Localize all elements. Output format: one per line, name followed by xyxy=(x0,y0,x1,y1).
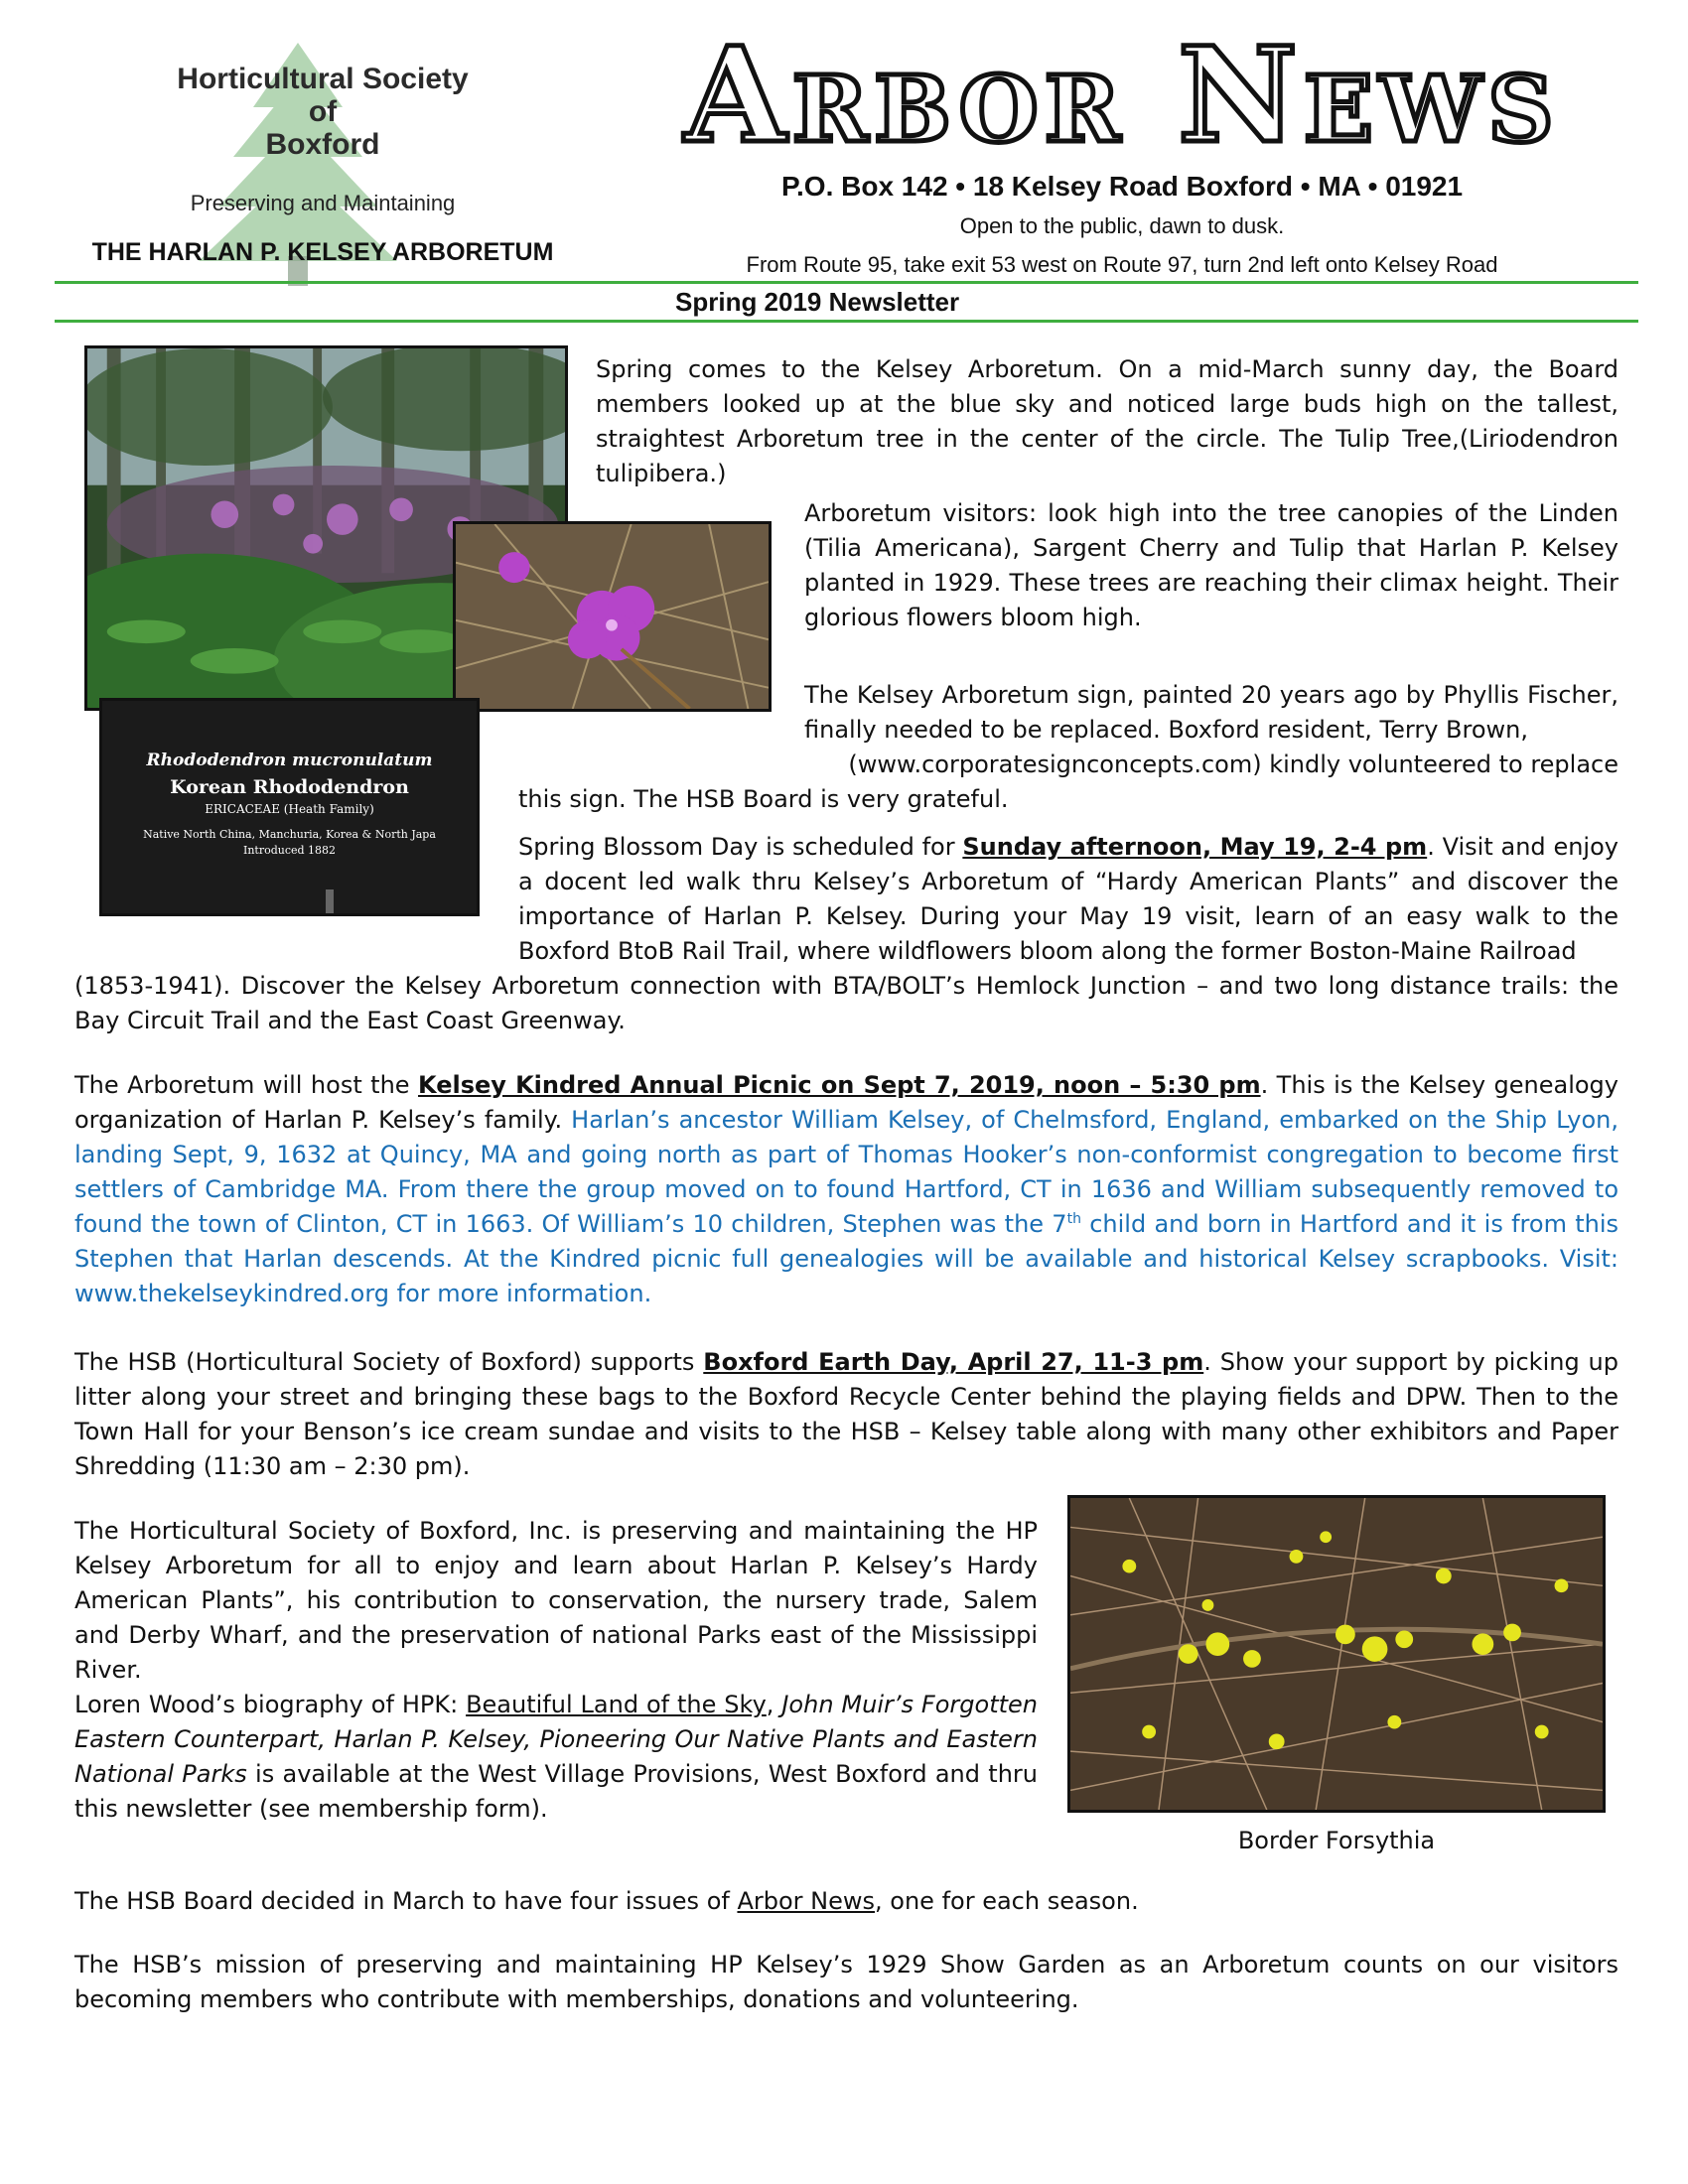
biography-availability-text: is available at the West Village Provisions, West Boxford and thru this newsletter (see membership form). xyxy=(74,1760,1038,1823)
paragraph-tree-canopies: Arboretum visitors: look high into the tree canopies of the Linden (Tilia Americana), Sargent Cherry and Tulip that Harlan P. Kelsey planted in 1929. These trees are reaching their climax height. Their glorious flowers bloom high. xyxy=(804,499,1618,631)
ordinal-superscript: th xyxy=(1066,1211,1081,1227)
sign-post xyxy=(326,889,334,913)
society-name-line2: of xyxy=(308,95,338,128)
paragraph-society-mission: The Horticultural Society of Boxford, Inc. is preserving and maintaining the HP Kelsey Arboretum for all to enjoy and learn about Harlan P. Kelsey’s Hardy American Plants”, his contribution to conservation, the nursery trade, Salem and Derby Wharf, and the preservation of national Parks east of the Mississippi River. xyxy=(74,1517,1038,1684)
paragraph-earth-day xyxy=(74,1345,1618,1484)
earthday-event: Boxford Earth Day, April 27, 11-3 pm xyxy=(703,1348,1204,1376)
four-issues-outro: , one for each season. xyxy=(875,1887,1139,1915)
society-name-line3: Boxford xyxy=(265,128,380,161)
masthead-title xyxy=(596,30,1648,169)
kindred-intro-text: The Arboretum will host the xyxy=(74,1071,419,1099)
earthday-intro-text: The HSB (Horticultural Society of Boxford) supports xyxy=(74,1348,704,1376)
rhododendron-blossom-photo xyxy=(453,521,772,712)
blossom-body-text: . Visit and enjoy a docent led walk thru Kelsey’s Arboretum of “Hardy American Plants” and discover the importance of Harlan P. Kelsey. During your May 19 visit, learn of an easy walk to the Boxford BtoB Rail Trail, where wildflowers bloom along the former Boston-Maine Railroad xyxy=(518,833,1618,965)
header-divider-top xyxy=(55,281,1638,284)
forsythia-photo xyxy=(1067,1495,1606,1813)
earthday-body-text: . Show your support by picking up litter along your street and bringing these bags to the Boxford Recycle Center behind the playing fields and DPW. Then to the Town Hall for your Benson’s ice cream sundae and visits to the HSB – Kelsey table along with many other exhibitors and Paper Shredding (11:30 am – 2:30 pm). xyxy=(74,1348,1619,1480)
blossom-date: Sunday afternoon, May 19, 2-4 pm xyxy=(962,833,1428,861)
plant-label-sign-photo xyxy=(99,698,480,916)
paragraph-biography xyxy=(74,1688,1038,1827)
open-hours: Open to the public, dawn to dusk. xyxy=(959,213,1285,238)
kindred-history-text-2: child and born in Hartford and it is from this Stephen that Harlan descends. At the Kindred picnic full genealogies will be available and historical Kelsey scrapbooks. Visit: www.thekelseykindred.org for more information. xyxy=(74,1210,1619,1307)
kindred-history-text: Harlan’s ancestor William Kelsey, of Chelmsford, England, embarked on the Ship Lyon, landing Sept, 9, 1632 at Quincy, MA and going north as part of Thomas Hooker’s non-conformist congregation to become first settlers of Cambridge MA. From there the group moved on to found Hartford, CT in 1636 and William subsequently removed to found the town of Clinton, CT in 1663. Of William’s 10 children, Stephen was the 7 xyxy=(74,1106,1619,1238)
sign-botanical-name: Rhododendron mucronulatum xyxy=(146,751,433,770)
paragraph-kelsey-kindred xyxy=(74,1068,1618,1311)
biography-intro-text: Loren Wood’s biography of HPK: xyxy=(74,1691,467,1718)
paragraph-sign-replaced: The Kelsey Arboretum sign, painted 20 years ago by Phyllis Fischer, finally needed to be replaced. Boxford resident, Terry Brown, xyxy=(804,681,1618,744)
paragraph-four-issues xyxy=(74,1884,1618,1919)
paragraph-sign-website: (www.corporatesignconcepts.com) kindly volunteered to replace xyxy=(848,751,1618,778)
sign-family: ERICACEAE (Heath Family) xyxy=(205,802,374,816)
paragraph-sign-grateful: this sign. The HSB Board is very grateful. xyxy=(518,785,1009,813)
paragraph-spring-blossom-day xyxy=(518,830,1618,969)
forsythia-caption: Border Forsythia xyxy=(1237,1827,1436,1854)
sign-common-name: Korean Rhododendron xyxy=(170,776,409,798)
issue-title: Spring 2019 Newsletter xyxy=(675,287,960,317)
header-divider-bottom xyxy=(55,320,1638,323)
paragraph-spring-comes: Spring comes to the Kelsey Arboretum. On a mid-March sunny day, the Board members looked up at the blue sky and noticed large buds high on the tallest, straightest Arboretum tree in the center of the circle. The Tulip Tree,(Liriodendron tulipibera.) xyxy=(596,355,1618,487)
masthead-text: Arbor News xyxy=(684,30,1560,169)
paragraph-blossom-trails: (1853-1941). Discover the Kelsey Arboretum connection with BTA/BOLT’s Hemlock Junction – and two long distance trails: the Bay Circuit Trail and the East Coast Greenway. xyxy=(74,972,1618,1034)
preserving-tagline: Preserving and Maintaining xyxy=(190,191,456,215)
sign-introduced: Introduced 1882 xyxy=(242,844,337,857)
kindred-event: Kelsey Kindred Annual Picnic on Sept 7, 2019, noon – 5:30 pm xyxy=(418,1071,1261,1099)
arbor-news-link: Arbor News xyxy=(737,1887,876,1915)
book-title-comma: , xyxy=(766,1691,782,1718)
arboretum-name: THE HARLAN P. KELSEY ARBORETUM xyxy=(91,238,554,266)
blossom-intro-text: Spring Blossom Day is scheduled for xyxy=(518,833,963,861)
society-name-line1: Horticultural Society xyxy=(177,63,469,95)
directions: From Route 95, take exit 53 west on Route 97, turn 2nd left onto Kelsey Road xyxy=(746,252,1498,277)
mailing-address: P.O. Box 142 • 18 Kelsey Road Boxford • MA • 01921 xyxy=(780,171,1464,202)
book-title: Beautiful Land of the Sky xyxy=(466,1691,767,1718)
paragraph-hsb-mission: The HSB’s mission of preserving and maintaining HP Kelsey’s 1929 Show Garden as an Arboretum counts on our visitors becoming members who contribute with memberships, donations and volunteering. xyxy=(74,1951,1618,2013)
kindred-genealogy-text: . This is the Kelsey genealogy organization of Harlan P. Kelsey’s family. xyxy=(74,1071,1618,1134)
book-subtitle: John Muir’s Forgotten Eastern Counterpart, Harlan P. Kelsey, Pioneering Our Native Plants and Eastern National Parks xyxy=(74,1691,1039,1788)
sign-native-range: Native North China, Manchuria, Korea & North Japa xyxy=(143,828,436,841)
four-issues-intro: The HSB Board decided in March to have four issues of xyxy=(74,1887,738,1915)
